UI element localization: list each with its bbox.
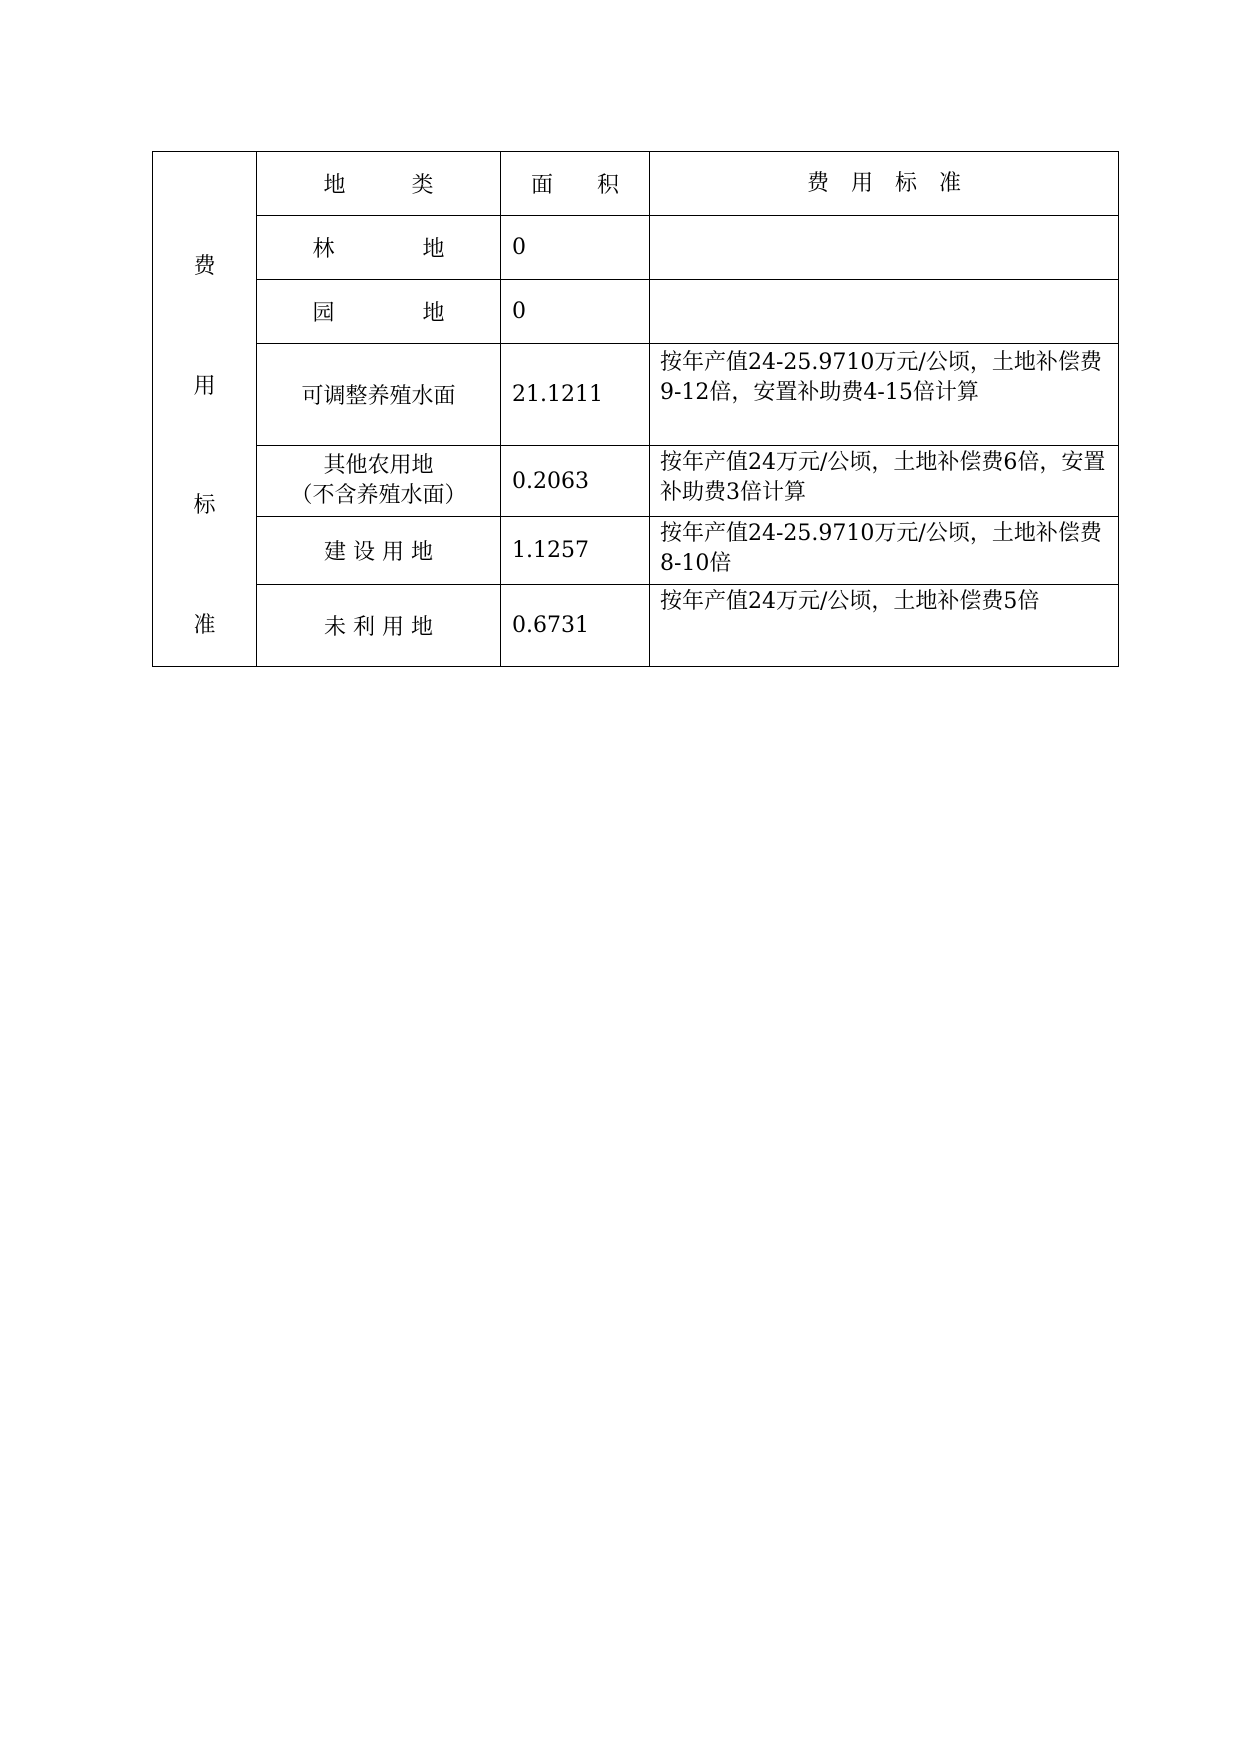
fee-standard-table — [152, 151, 1119, 667]
area-cell: 0 — [501, 216, 650, 280]
area-cell: 1.1257 — [501, 517, 650, 585]
table-row — [153, 446, 1119, 517]
fee-standard-cell: 按年产值24-25.9710万元/公顷，土地补偿费8-10倍 — [650, 517, 1119, 585]
fee-standard-cell: 按年产值24-25.9710万元/公顷，土地补偿费9-12倍，安置补助费4-15倍计算 — [650, 344, 1119, 446]
area-cell: 0.2063 — [501, 446, 650, 517]
area-cell: 21.1211 — [501, 344, 650, 446]
side-label-cell — [153, 152, 257, 667]
table-row — [153, 344, 1119, 446]
table-row — [153, 280, 1119, 344]
land-type-cell: 建 设 用 地 — [257, 517, 501, 585]
table-row — [153, 517, 1119, 585]
header-area: 面 积 — [501, 152, 650, 216]
fee-standard-cell — [650, 280, 1119, 344]
land-type-cell — [257, 446, 501, 517]
fee-standard-cell — [650, 216, 1119, 280]
table-row — [153, 216, 1119, 280]
side-label — [153, 169, 256, 649]
fee-standard-cell: 按年产值24万元/公顷，土地补偿费6倍，安置补助费3倍计算 — [650, 446, 1119, 517]
header-land-type: 地 类 — [257, 152, 501, 216]
area-cell: 0.6731 — [501, 585, 650, 667]
land-type-cell: 园 地 — [257, 280, 501, 344]
land-type-line: 其他农用地 — [323, 453, 434, 478]
land-type-cell: 林 地 — [257, 216, 501, 280]
side-label-char: 用 — [193, 373, 216, 399]
header-fee-standard: 费 用 标 准 — [650, 152, 1119, 216]
side-label-char: 标 — [193, 493, 216, 519]
fee-standard-cell: 按年产值24万元/公顷，土地补偿费5倍 — [650, 585, 1119, 667]
land-type-cell: 可调整养殖水面 — [257, 344, 501, 446]
side-label-char: 准 — [193, 612, 216, 638]
land-type-line: （不含养殖水面） — [290, 483, 467, 508]
table-header-row — [153, 152, 1119, 216]
land-type-cell: 未 利 用 地 — [257, 585, 501, 667]
table-row — [153, 585, 1119, 667]
area-cell: 0 — [501, 280, 650, 344]
side-label-char: 费 — [193, 254, 216, 279]
